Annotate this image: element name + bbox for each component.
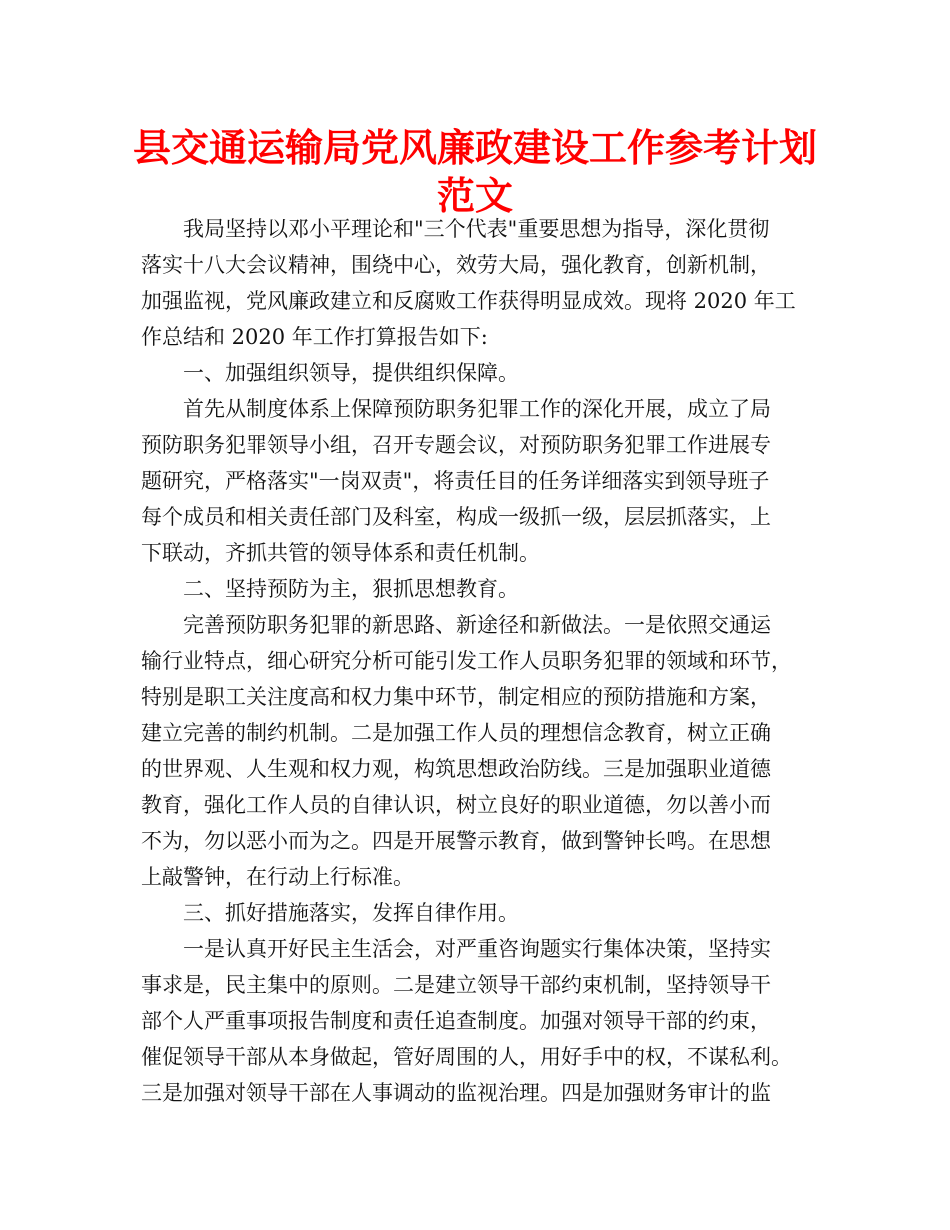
paragraph-line: 的世界观、人生观和权力观，构筑思想政治防线。三是加强职业道德 xyxy=(141,757,771,781)
section-heading: 一、加强组织领导，提供组织保障。 xyxy=(183,361,519,385)
paragraph-line: 上敲警钟，在行动上行标准。 xyxy=(141,865,414,889)
paragraph-line: 加强监视，党风廉政建立和反腐败工作获得明显成效。现将 2020 年工 xyxy=(141,289,796,313)
paragraph-line: 我局坚持以邓小平理论和"三个代表"重要思想为指导，深化贯彻 xyxy=(183,217,770,241)
section-heading: 二、坚持预防为主，狠抓思想教育。 xyxy=(183,577,519,601)
document-body xyxy=(141,211,831,1111)
paragraph-line: 每个成员和相关责任部门及科室，构成一级抓一级，层层抓落实，上 xyxy=(141,505,771,529)
paragraph-line: 事求是，民主集中的原则。二是建立领导干部约束机制，坚持领导干 xyxy=(141,973,771,997)
paragraph-line: 预防职务犯罪领导小组，召开专题会议，对预防职务犯罪工作进展专 xyxy=(141,433,771,457)
paragraph-line: 完善预防职务犯罪的新思路、新途径和新做法。一是依照交通运 xyxy=(183,613,771,637)
paragraph-line: 落实十八大会议精神，围绕中心，效劳大局，强化教育，创新机制， xyxy=(141,253,771,277)
paragraph-line: 特别是职工关注度高和权力集中环节，制定相应的预防措施和方案， xyxy=(141,685,771,709)
paragraph-line: 建立完善的制约机制。二是加强工作人员的理想信念教育，树立正确 xyxy=(141,721,771,745)
paragraph-line: 输行业特点，细心研究分析可能引发工作人员职务犯罪的领域和环节， xyxy=(141,649,792,673)
paragraph-line: 首先从制度体系上保障预防职务犯罪工作的深化开展，成立了局 xyxy=(183,397,771,421)
paragraph-line: 一是认真开好民主生活会，对严重咨询题实行集体决策，坚持实 xyxy=(183,937,771,961)
paragraph-line: 催促领导干部从本身做起，管好周围的人，用好手中的权，不谋私利。 xyxy=(141,1045,792,1069)
section-heading: 三、抓好措施落实，发挥自律作用。 xyxy=(183,901,519,925)
paragraph-line: 三是加强对领导干部在人事调动的监视治理。四是加强财务审计的监 xyxy=(141,1081,771,1105)
paragraph-line: 下联动，齐抓共管的领导体系和责任机制。 xyxy=(141,541,540,565)
document-title-line-1: 县交通运输局党风廉政建设工作参考计划 xyxy=(132,126,817,170)
paragraph-line: 作总结和 2020 年工作打算报告如下: xyxy=(141,325,488,349)
paragraph-line: 题研究，严格落实"一岗双责"，将责任目的任务详细落实到领导班子 xyxy=(141,469,770,493)
paragraph-line: 教育，强化工作人员的自律认识，树立良好的职业道德，勿以善小而 xyxy=(141,793,771,817)
paragraph-line: 部个人严重事项报告制度和责任追查制度。加强对领导干部的约束， xyxy=(141,1009,771,1033)
paragraph-line: 不为，勿以恶小而为之。四是开展警示教育，做到警钟长鸣。在思想 xyxy=(141,829,771,853)
document-title-line-2: 范文 xyxy=(436,174,513,218)
